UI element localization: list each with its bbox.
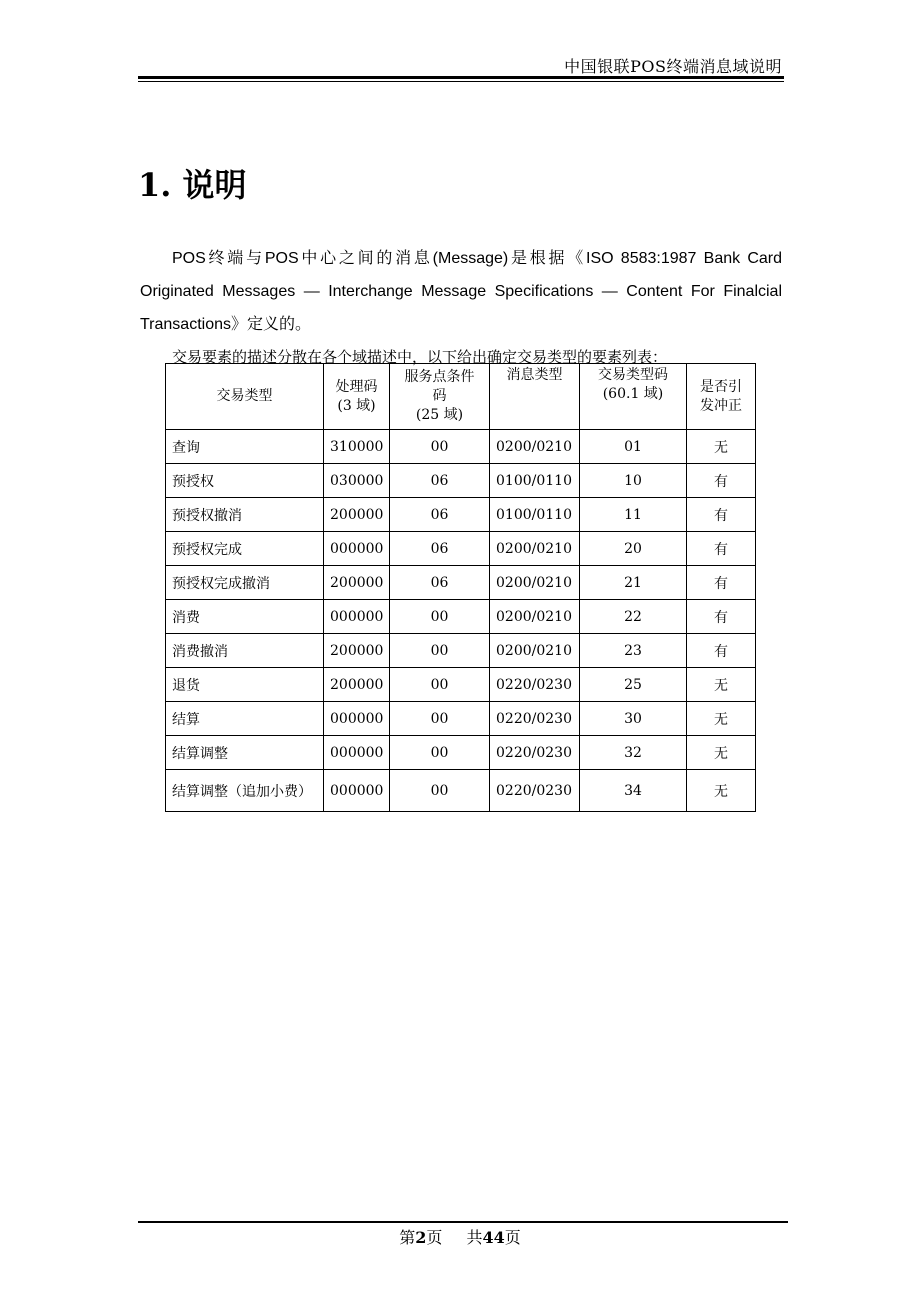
- footer-page-number: 2: [415, 1228, 427, 1247]
- table-row: [166, 532, 756, 566]
- table-row: [166, 702, 756, 736]
- footer-page-suffix: 页: [426, 1228, 443, 1247]
- cell-transaction-type: 预授权: [166, 464, 324, 498]
- header-message-type: 消息类型: [490, 364, 580, 430]
- cell-pos-condition-code: 00: [390, 430, 490, 464]
- table-row: [166, 736, 756, 770]
- cell-transaction-type-code: 22: [580, 600, 687, 634]
- footer-total-suffix: 页: [504, 1228, 521, 1247]
- cell-processing-code: 200000: [324, 634, 390, 668]
- header-processing-code: 处理码 (3 域): [324, 364, 390, 430]
- cell-pos-condition-code: 06: [390, 498, 490, 532]
- cell-transaction-type-code: 11: [580, 498, 687, 532]
- cell-transaction-type-code: 32: [580, 736, 687, 770]
- table-row: [166, 566, 756, 600]
- cell-pos-condition-code: 06: [390, 566, 490, 600]
- cell-triggers-reversal: 无: [687, 770, 756, 812]
- footer-page-prefix: 第: [399, 1228, 416, 1247]
- cell-processing-code: 200000: [324, 566, 390, 600]
- cell-transaction-type: 查询: [166, 430, 324, 464]
- cell-transaction-type: 消费: [166, 600, 324, 634]
- cell-message-type: 0100/0110: [490, 464, 580, 498]
- cell-processing-code: 000000: [324, 736, 390, 770]
- cell-transaction-type-code: 01: [580, 430, 687, 464]
- table-row: [166, 464, 756, 498]
- cell-message-type: 0200/0210: [490, 430, 580, 464]
- cell-transaction-type: 预授权完成: [166, 532, 324, 566]
- cell-transaction-type-code: 30: [580, 702, 687, 736]
- footer-total-pages: 44: [482, 1228, 505, 1247]
- intro-paragraph: POS终端与POS中心之间的消息(Message)是根据《ISO 8583:1987 Bank Card Originated Messages — Interchange Message Specifications — Content For Finalcial Transactions》定义的。: [140, 250, 782, 333]
- cell-processing-code: 000000: [324, 770, 390, 812]
- cell-pos-condition-code: 06: [390, 532, 490, 566]
- table-row: [166, 668, 756, 702]
- cell-triggers-reversal: 有: [687, 566, 756, 600]
- cell-processing-code: 200000: [324, 668, 390, 702]
- cell-transaction-type: 退货: [166, 668, 324, 702]
- cell-message-type: 0200/0210: [490, 532, 580, 566]
- cell-transaction-type: 预授权完成撤消: [166, 566, 324, 600]
- cell-triggers-reversal: 无: [687, 668, 756, 702]
- table-row: [166, 600, 756, 634]
- header-title: 中国银联POS终端消息域说明: [564, 57, 782, 76]
- cell-transaction-type-code: 10: [580, 464, 687, 498]
- header-transaction-type: 交易类型: [166, 364, 324, 430]
- cell-triggers-reversal: 有: [687, 634, 756, 668]
- table-row: [166, 770, 756, 812]
- transaction-elements-table: [165, 363, 756, 812]
- cell-message-type: 0220/0230: [490, 736, 580, 770]
- cell-triggers-reversal: 有: [687, 464, 756, 498]
- cell-message-type: 0100/0110: [490, 498, 580, 532]
- header-transaction-type-code: 交易类型码 (60.1 域): [580, 364, 687, 430]
- cell-pos-condition-code: 00: [390, 770, 490, 812]
- cell-triggers-reversal: 无: [687, 430, 756, 464]
- cell-transaction-type-code: 34: [580, 770, 687, 812]
- footer-rule: [138, 1221, 788, 1223]
- table-row: [166, 634, 756, 668]
- cell-pos-condition-code: 06: [390, 464, 490, 498]
- footer-page-info: [0, 1225, 920, 1248]
- cell-transaction-type: 结算: [166, 702, 324, 736]
- cell-message-type: 0220/0230: [490, 702, 580, 736]
- cell-processing-code: 030000: [324, 464, 390, 498]
- cell-transaction-type-code: 21: [580, 566, 687, 600]
- cell-message-type: 0200/0210: [490, 634, 580, 668]
- cell-transaction-type: 结算调整（追加小费）: [166, 770, 324, 812]
- table-intro-paragraph: 交易要素的描述分散在各个域描述中，以下给出确定交易类型的要素列表：: [172, 348, 668, 366]
- cell-message-type: 0220/0230: [490, 668, 580, 702]
- cell-triggers-reversal: 无: [687, 736, 756, 770]
- cell-pos-condition-code: 00: [390, 736, 490, 770]
- cell-triggers-reversal: 有: [687, 600, 756, 634]
- header-triggers-reversal: 是否引 发冲正: [687, 364, 756, 430]
- cell-pos-condition-code: 00: [390, 702, 490, 736]
- cell-pos-condition-code: 00: [390, 668, 490, 702]
- cell-processing-code: 310000: [324, 430, 390, 464]
- header-pos-condition-code: 服务点条件 码 (25 域): [390, 364, 490, 430]
- cell-message-type: 0200/0210: [490, 566, 580, 600]
- cell-triggers-reversal: 有: [687, 498, 756, 532]
- footer-total-prefix: 共: [466, 1228, 483, 1247]
- table-header-row: [166, 364, 756, 430]
- cell-transaction-type: 结算调整: [166, 736, 324, 770]
- cell-transaction-type: 预授权撤消: [166, 498, 324, 532]
- cell-processing-code: 000000: [324, 600, 390, 634]
- cell-pos-condition-code: 00: [390, 600, 490, 634]
- cell-triggers-reversal: 无: [687, 702, 756, 736]
- cell-transaction-type-code: 25: [580, 668, 687, 702]
- header-rule-thin: [138, 81, 784, 82]
- cell-pos-condition-code: 00: [390, 634, 490, 668]
- cell-transaction-type-code: 20: [580, 532, 687, 566]
- table-row: [166, 430, 756, 464]
- cell-transaction-type-code: 23: [580, 634, 687, 668]
- cell-message-type: 0200/0210: [490, 600, 580, 634]
- cell-processing-code: 200000: [324, 498, 390, 532]
- cell-transaction-type: 消费撤消: [166, 634, 324, 668]
- header-rule-thick: [138, 76, 784, 79]
- cell-triggers-reversal: 有: [687, 532, 756, 566]
- section-heading: 1. 说明: [138, 166, 247, 204]
- cell-message-type: 0220/0230: [490, 770, 580, 812]
- table-row: [166, 498, 756, 532]
- cell-processing-code: 000000: [324, 702, 390, 736]
- cell-processing-code: 000000: [324, 532, 390, 566]
